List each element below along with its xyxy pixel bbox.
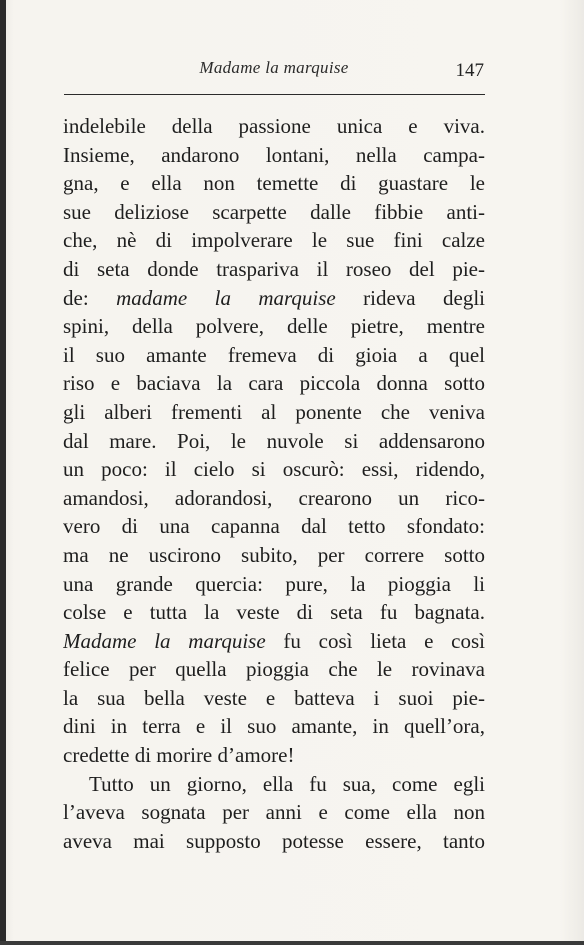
text-line [63, 712, 485, 741]
text-line [63, 627, 485, 656]
paragraph [63, 112, 485, 770]
text-line [63, 312, 485, 341]
text-run: il suo amante fremeva di gioia a quel [63, 342, 485, 367]
text-run: di seta donde traspariva il roseo del pie- [63, 256, 485, 281]
text-run: aveva mai supposto potesse essere, tanto [63, 828, 485, 853]
text-run: riso e baciava la cara piccola donna sotto [63, 371, 485, 396]
text-run: la sua bella veste e batteva i suoi pie- [63, 685, 485, 710]
text-line [63, 112, 485, 141]
paragraph [63, 770, 485, 856]
text-run: amandosi, adorandosi, crearono un rico- [63, 485, 485, 510]
text-line [63, 655, 485, 684]
text-run: ma ne uscirono subito, per correre sotto [63, 542, 485, 567]
text-run: vero di una capanna dal tetto sfondato: [63, 514, 485, 539]
text-line [63, 169, 485, 198]
text-line [63, 684, 485, 713]
text-line [63, 198, 485, 227]
text-run: spini, della polvere, delle pietre, mentre [63, 314, 485, 339]
text-line [63, 427, 485, 456]
text-line [63, 541, 485, 570]
text-line [63, 570, 485, 599]
text-run: dal mare. Poi, le nuvole si addensarono [63, 428, 485, 453]
text-line [63, 512, 485, 541]
text-run: un poco: il cielo si oscurò: essi, ridendo, [63, 457, 485, 482]
text-line [63, 398, 485, 427]
page-header [64, 58, 484, 90]
text-line [63, 369, 485, 398]
text-run: Tutto un giorno, ella fu sua, come egli [89, 771, 485, 796]
text-run: sue deliziose scarpette dalle fibbie anti- [63, 199, 485, 224]
text-line [63, 341, 485, 370]
text-line [63, 827, 485, 856]
page-number: 147 [455, 60, 484, 81]
text-run: felice per quella pioggia che le rovinava [63, 657, 485, 682]
text-run: fu così lieta e così [265, 628, 485, 653]
page-binding-edge [0, 0, 6, 945]
page-bottom-edge [0, 941, 584, 945]
header-rule [64, 94, 485, 95]
text-line [63, 255, 485, 284]
text-run: colse e tutta la veste di seta fu bagnata. [63, 600, 485, 625]
text-line [63, 598, 485, 627]
text-run: Insieme, andarono lontani, nella campa- [63, 142, 485, 167]
text-line [63, 284, 485, 313]
text-run: una grande quercia: pure, la pioggia li [63, 571, 485, 596]
text-run: l’aveva sognata per anni e come ella non [63, 800, 485, 825]
text-line [63, 141, 485, 170]
italic-text: madame la marquise [116, 285, 336, 310]
italic-text: Madame la marquise [63, 628, 266, 653]
text-line [63, 484, 485, 513]
text-run: de: [63, 285, 117, 310]
text-run: gli alberi frementi al ponente che veniva [63, 399, 485, 424]
text-run: indelebile della passione unica e viva. [63, 114, 485, 138]
body-text [63, 112, 485, 855]
text-line [63, 455, 485, 484]
text-line [63, 798, 485, 827]
text-line [63, 741, 485, 770]
running-title: Madame la marquise [199, 58, 349, 77]
text-line [63, 226, 485, 255]
text-run: gna, e ella non temette di guastare le [63, 171, 485, 196]
text-run: rideva degli [335, 285, 485, 310]
text-run: che, nè di impolverare le sue fini calze [63, 228, 485, 253]
text-run: dini in terra e il suo amante, in quell’ora, [63, 714, 485, 739]
text-line [63, 770, 485, 799]
text-run: credette di morire d’amore! [63, 743, 295, 768]
